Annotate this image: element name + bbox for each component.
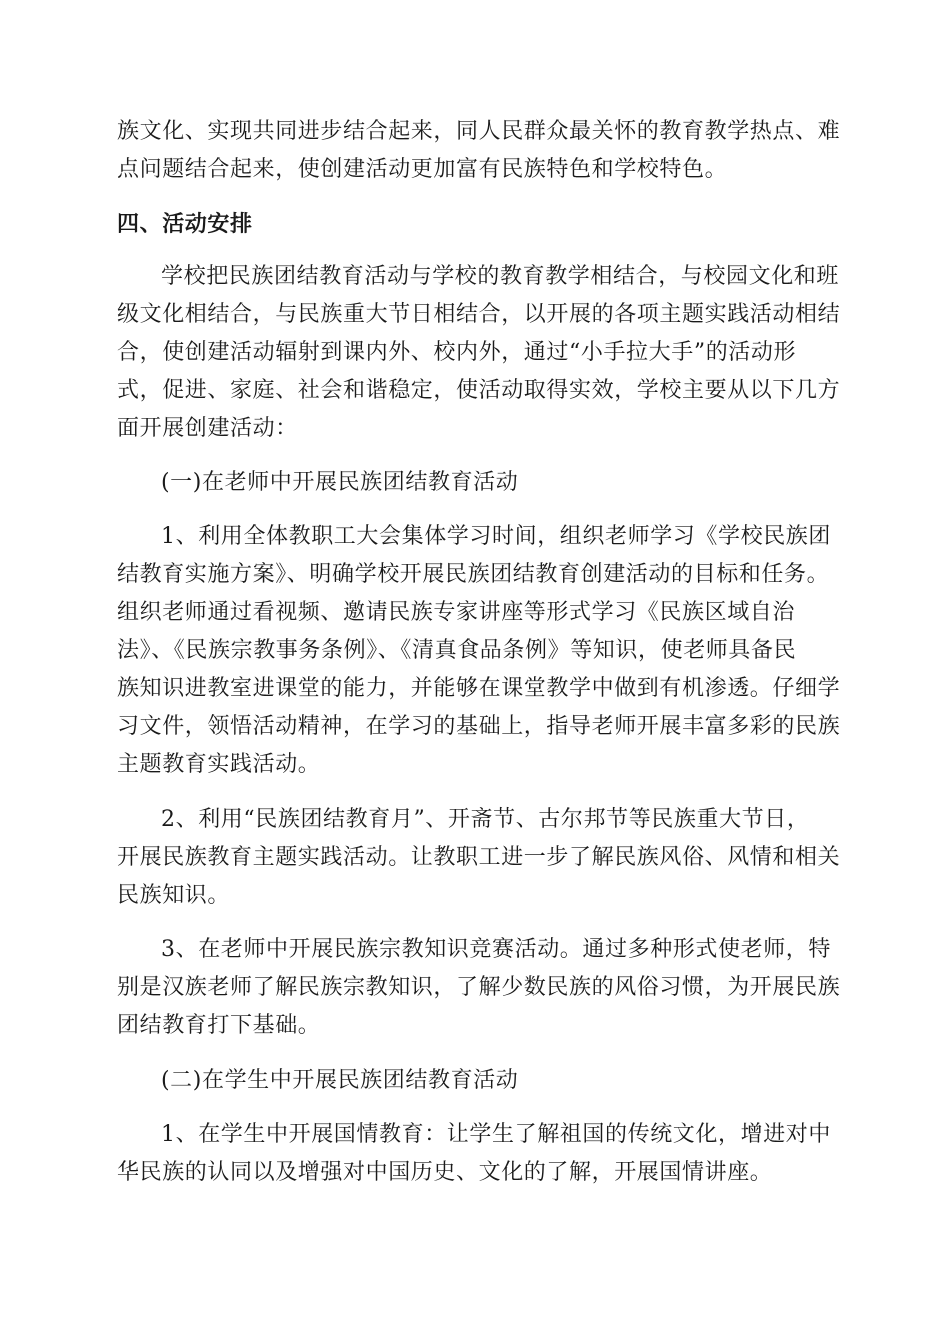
section-heading: 四、活动安排 [117, 212, 253, 237]
body-text-line: 华民族的认同以及增强对中国历史、文化的了解，开展国情讲座。 [117, 1160, 773, 1185]
body-text-line: 点问题结合起来，使创建活动更加富有民族特色和学校特色。 [117, 157, 728, 182]
body-text-line: 主题教育实践活动。 [117, 752, 321, 777]
body-text-line: 开展民族教育主题实践活动。让教职工进一步了解民族风俗、风情和相关 [117, 845, 841, 870]
subsection-heading: (二)在学生中开展民族团结教育活动 [161, 1068, 519, 1093]
subsection-heading: (一)在老师中开展民族团结教育活动 [161, 470, 519, 495]
body-text-line: 合，使创建活动辐射到课内外、校内外，通过“小手拉大手”的活动形 [117, 340, 797, 365]
body-text-line: 族文化、实现共同进步结合起来，同人民群众最关怀的教育教学热点、难 [117, 119, 841, 144]
body-text-line: 级文化相结合，与民族重大节日相结合，以开展的各项主题实践活动相结 [117, 302, 841, 327]
body-text-line: 别是汉族老师了解民族宗教知识，了解少数民族的风俗习惯，为开展民族 [117, 975, 841, 1000]
body-text-line: 面开展创建活动： [117, 416, 298, 441]
body-text-line: 组织老师通过看视频、邀请民族专家讲座等形式学习《民族区域自治 [117, 600, 796, 625]
body-text-line: 2、利用“民族团结教育月”、开斋节、古尔邦节等民族重大节日， [161, 807, 810, 832]
body-text-line: 式，促进、家庭、社会和谐稳定，使活动取得实效，学校主要从以下几方 [117, 378, 841, 403]
body-text-line: 1、利用全体教职工大会集体学习时间，组织老师学习《学校民族团 [161, 524, 831, 549]
body-text-line: 3、在老师中开展民族宗教知识竞赛活动。通过多种形式使老师，特 [161, 937, 831, 962]
body-text-line: 习文件，领悟活动精神，在学习的基础上，指导老师开展丰富多彩的民族 [117, 714, 841, 739]
body-text-line: 学校把民族团结教育活动与学校的教育教学相结合，与校园文化和班 [161, 264, 840, 289]
body-text-line: 民族知识。 [117, 883, 231, 908]
body-text-line: 结教育实施方案》、明确学校开展民族团结教育创建活动的目标和任务。 [117, 562, 830, 587]
body-text-line: 法》、《民族宗教事务条例》、《清真食品条例》等知识，使老师具备民 [117, 638, 797, 663]
body-text-line: 1、在学生中开展国情教育：让学生了解祖国的传统文化，增进对中 [161, 1122, 831, 1147]
body-text-line: 团结教育打下基础。 [117, 1013, 321, 1038]
body-text-line: 族知识进教室进课堂的能力，并能够在课堂教学中做到有机渗透。仔细学 [117, 676, 841, 701]
